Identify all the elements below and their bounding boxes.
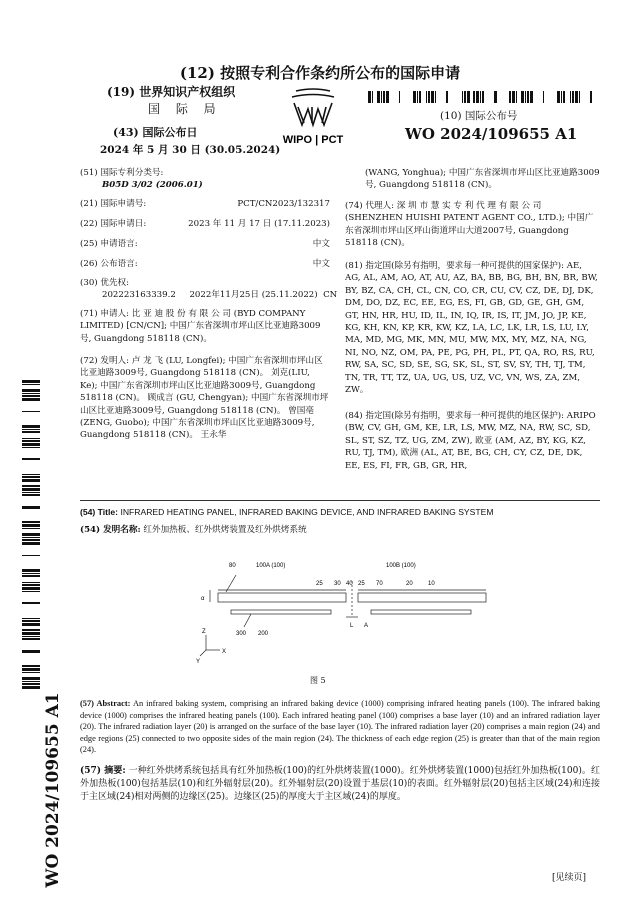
barcode-bar [509,91,511,103]
barcode-bar [446,91,448,103]
field-72 [80,355,330,442]
publication-number-label: (10) 国际公布号 [440,110,518,122]
barcode-bar [22,393,40,394]
field-81 [345,260,600,396]
document-title: (12) 按照专利合作条约所公布的国际申请 [179,64,461,82]
axis-y-label: Y [196,659,201,665]
barcode-bar [462,91,463,103]
barcode-bar [473,91,475,103]
barcode-bar [431,91,434,103]
title-en [80,506,600,518]
barcode-bar [22,447,40,448]
barcode-bar [512,91,515,103]
barcode-bar [22,488,40,491]
barcode-bar [22,638,40,640]
barcode-bar [572,91,574,103]
field-72-value: 卢 龙 飞 (LU, Longfei); 中国广东省深圳市坪山区比亚迪路3009号, Guangdong 518118 (CN)。 刘克(LIU, Ke); 中国广东省深圳市坪山区比亚迪路3009号, Guangdong 518118 (CN)。 顾成言 (GU, Chengyan); 中国广东省深圳市坪山区比亚迪路3009号, Guangdong 518118 (CN)。 曾国亳(ZENG, Guobo); 中国广东省深圳市坪山区比亚迪路3009号, Guangdong 518118 (CN)。 王永华 [80,356,329,441]
barcode-bar [22,537,40,538]
barcode-bar [22,591,40,592]
field-30 [80,277,338,302]
field-72-label: (72) 发明人: [80,356,130,366]
field-81-value: AE, AG, AL, AM, AO, AT, AU, AZ, BA, BB, BG, BH, BN, BR, BW, BY, BZ, CA, CH, CL, CN, CO, CR, CU, CV, CZ, DE, DJ, DK, DM, DO, DZ, EC, EE, EG, ES, FI, GB, GD, GE, GH, GM, GT, HN, HR, HU, ID, IL, IN, IQ, IR, IS, IT, JM, JO, JP, KE, KG, KH, KN, KP, KR, KW, KZ, LA, LC, LK, LR, LS, LU, LY, MA, MD, MG, MK, MN, MU, MW, MX, MY, MZ, NA, NG, NI, NO, NZ, OM, PA, PE, PG, PH, PL, PT, QA, RO, RS, RU, RW, SA, SC, SD, SE, SG, SK, SL, ST, SV, SY, TH, TJ, TM, TN, TR, TT, TZ, UA, UG, US, UZ, VC, VN, WS, ZA, ZM, ZW。 [345,261,598,396]
axis-z-label: Z [202,629,206,635]
barcode-bar [464,91,466,103]
barcode-bar [22,539,40,541]
label-30: 30 [334,581,341,587]
field-74 [345,200,600,250]
label-25b: 25 [358,581,365,587]
barcode-bar [557,91,560,103]
figure-5 [196,555,496,670]
barcode-bar [480,91,481,103]
barcode-bar [543,91,544,103]
barcode-bar [22,533,40,536]
field-74-label: (74) 代理人: [345,201,395,211]
barcode-bar [22,672,40,673]
field-26-label: (26) 公布语言: [80,259,138,269]
barcode-bar [22,425,40,428]
label-l: L [350,623,354,629]
barcode-bar [579,91,580,103]
field-26 [80,258,330,270]
barcode-bar [413,91,416,103]
barcode-bar [467,91,470,103]
barcode-bar [22,485,40,487]
barcode-bar [22,542,40,545]
barcode-bar [22,573,40,574]
barcode-bar [419,91,421,103]
organization-name: (19) 世界知识产权组织 [107,85,236,99]
barcode-bar [22,506,40,509]
barcode-bar [22,582,40,583]
figure-caption: 图 5 [310,676,326,685]
barcode-bar [377,91,380,103]
barcode-bar [494,91,497,103]
publication-number: WO 2024/109655 A1 [405,125,578,143]
barcode-bar [22,438,40,439]
barcode-bar [22,632,40,635]
label-100b: 100B (100) [386,563,416,569]
field-71-value: 比 亚 迪 股 份 有 限 公 司 (BYD COMPANY LIMITED) [CN/CN]; 中国广东省深圳市坪山区比亚迪路3009号, Guangdong 518118 (CN)。 [80,309,321,344]
barcode-bar [22,389,40,392]
barcode-bar [22,443,40,446]
barcode-bar [22,636,40,637]
barcode-bar [22,440,40,442]
barcode-bar [22,524,40,527]
title-en-label: (54) Title: [80,507,119,517]
logo-text: WIPO | PCT [282,134,344,146]
field-25 [80,238,330,250]
barcode-bar [22,411,40,412]
barcode-bar [22,380,40,383]
label-70: 70 [376,581,383,587]
barcode-bar [482,91,484,103]
label-20: 20 [406,581,413,587]
barcode-bar [22,521,40,523]
wipo-emblem-icon [268,83,358,153]
barcode-bar [435,91,436,103]
barcode-bar [22,474,40,475]
barcode-bar [381,91,382,103]
barcode-bar [22,587,40,590]
field-51-value: B05D 3/02 (2006.01) [102,180,203,191]
barcode-bar [563,91,565,103]
barcode-bar [527,91,529,103]
barcode-bar [22,602,40,604]
field-21 [80,198,330,210]
label-200: 200 [258,631,269,637]
field-51 [80,167,330,192]
barcode-bar [417,91,418,103]
barcode-bar [525,91,526,103]
barcode-bar [22,398,40,401]
barcode-bar [22,431,40,433]
barcode-bar [22,492,40,493]
barcode-bar [22,681,40,682]
field-25-value: 中文 [312,239,330,249]
side-publication-number: WO 2024/109655 A1 [43,692,63,888]
barcode-bar [22,569,40,572]
publication-date: 2024 年 5 月 30 日 (30.05.2024) [100,144,281,156]
barcode-bar [372,91,373,103]
abstract-en-label: (57) Abstract: [80,699,131,708]
label-10: 10 [428,581,435,587]
barcode-bar [22,618,40,619]
barcode-bar [22,555,40,556]
barcode-bar [22,650,40,653]
barcode-bar [22,686,40,689]
barcode-bar [22,429,40,430]
abstract-zh [80,765,600,804]
field-74-value: 深 圳 市 慧 实 专 利 代 理 有 限 公 司 (SHENZHEN HUISHI PATENT AGENT CO., LTD.); 中国广东省深圳市坪山区坪山街道坪山大道2007号, Guangdong 518118 (CN)。 [345,201,594,249]
barcode-bar [476,91,479,103]
barcode-bar [516,91,517,103]
continued-note: [见续页] [552,873,587,883]
barcode-bar [575,91,578,103]
label-alpha: α [201,596,205,602]
field-81-label: (81) 指定国(除另有指明，要求每一种可提供的国家保护): [345,261,565,271]
abstract-zh-text: 一种红外烘烤系统包括具有红外加热板(100)的红外烘烤装置(1000)。红外烘烤装置(1000)包括红外加热板(100)。红外加热板(100)包括基层(10)和红外辐射层(20)。红外辐射层(20)设置于基层(10)的表面。红外辐射层(20)包括主区域(24)和连接于主区域(24)相对两侧的边缘区(25)。边缘区(25)的厚度大于主区域(24)的厚度。 [80,766,600,802]
barcode-side [22,380,40,690]
label-40: 40 [346,581,353,587]
barcode-bar [22,575,40,577]
field-21-label: (21) 国际申请号: [80,199,147,209]
barcode-bar [22,494,40,496]
barcode-bar [426,91,427,103]
barcode-bar [22,458,40,460]
barcode-bar [22,528,40,529]
section-divider [80,500,600,501]
field-84-label: (84) 指定国(除另有指明，要求每一种可提供的地区保护): [345,411,565,421]
title-zh-value: 红外加热板、红外烘烤装置及红外烘烤系统 [143,525,307,535]
barcode-bar [386,91,389,103]
barcode-bar [368,91,371,103]
organization-bureau: 国 际 局 [148,102,222,116]
field-71-label: (71) 申请人: [80,309,130,319]
barcode-bar [383,91,385,103]
barcode-bar [22,683,40,685]
field-21-value: PCT/CN2023/132317 [237,199,330,209]
barcode-bar [570,91,571,103]
barcode-bar [22,384,40,385]
title-en-value: INFRARED HEATING PANEL, INFRARED BAKING DEVICE, AND INFRARED BAKING SYSTEM [120,507,494,517]
barcode-bar [530,91,533,103]
title-zh [80,524,600,536]
field-25-label: (25) 申请语言: [80,239,138,249]
barcode-bar [521,91,524,103]
barcode-bar [561,91,562,103]
publication-date-label: (43) 国际公布日 [113,126,198,139]
abstract-en [80,698,600,756]
label-300: 300 [236,631,247,637]
barcode-bar [22,629,40,631]
field-26-value: 中文 [312,259,330,269]
field-72-continued: (WANG, Yonghua); 中国广东省深圳市坪山区比亚迪路3009号, Guangdong 518118 (CN)。 [365,168,600,191]
barcode-bar [22,395,40,397]
barcode-bar [22,668,40,671]
title-zh-label: (54) 发明名称: [80,525,141,535]
barcode-bar [22,479,40,482]
label-100a: 100A (100) [256,563,286,569]
label-a: A [364,623,369,629]
field-51-label: (51) 国际专利分类号: [80,168,164,178]
barcode-bar [22,677,40,680]
barcode-bar [399,91,400,103]
barcode-bar [22,620,40,622]
barcode-bar [22,584,40,586]
barcode-top [368,88,606,100]
barcode-bar [22,476,40,478]
field-30-value: 202223163339.2 2022年11月25日 (25.11.2022) CN [102,290,338,301]
barcode-bar [590,91,592,103]
abstract-en-text: An infrared baking system, comprising an infrared baking device (1000) comprising infrared heating panels (100). The infrared baking device (1000) comprises the infrared heating panels (100). Each infrared heating panel (100) comprises a base layer (10) and an infrared radiation layer (20). The infrared radiation layer (20) is arranged on the surface of the base layer (10). The infrared radiation layer (20) comprises a main region (24) and edge regions (25) connected to two opposite sides of the main region (24). The thickness of each edge region (25) is greater than that of the main region (24). [80,699,600,755]
field-22 [80,218,330,230]
field-22-label: (22) 国际申请日: [80,219,147,229]
label-25a: 25 [316,581,323,587]
barcode-bar [428,91,430,103]
field-71 [80,308,330,345]
barcode-bar [22,623,40,626]
heating-panel-diagram [196,555,496,670]
abstract-zh-label: (57) 摘要: [80,766,126,776]
label-80: 80 [229,563,236,569]
field-84 [345,410,600,472]
field-22-value: 2023 年 11 月 17 日 (17.11.2023) [188,219,330,229]
wipo-logo [268,83,358,153]
barcode-bar [22,665,40,667]
axis-x-label: X [222,649,227,655]
field-84-value: ARIPO (BW, CV, GH, GM, KE, LR, LS, MW, MZ, NA, RW, SC, SD, SL, ST, SZ, TZ, UG, ZM, ZW), 欧亚 (AM, AZ, BY, KG, KZ, RU, TJ, TM), 欧洲 (AL, AT, BE, BG, CH, CY, CZ, DE, DK, EE, ES, FI, FR, GB, GR, HR, [345,411,596,471]
field-30-label: (30) 优先权: [80,278,130,288]
